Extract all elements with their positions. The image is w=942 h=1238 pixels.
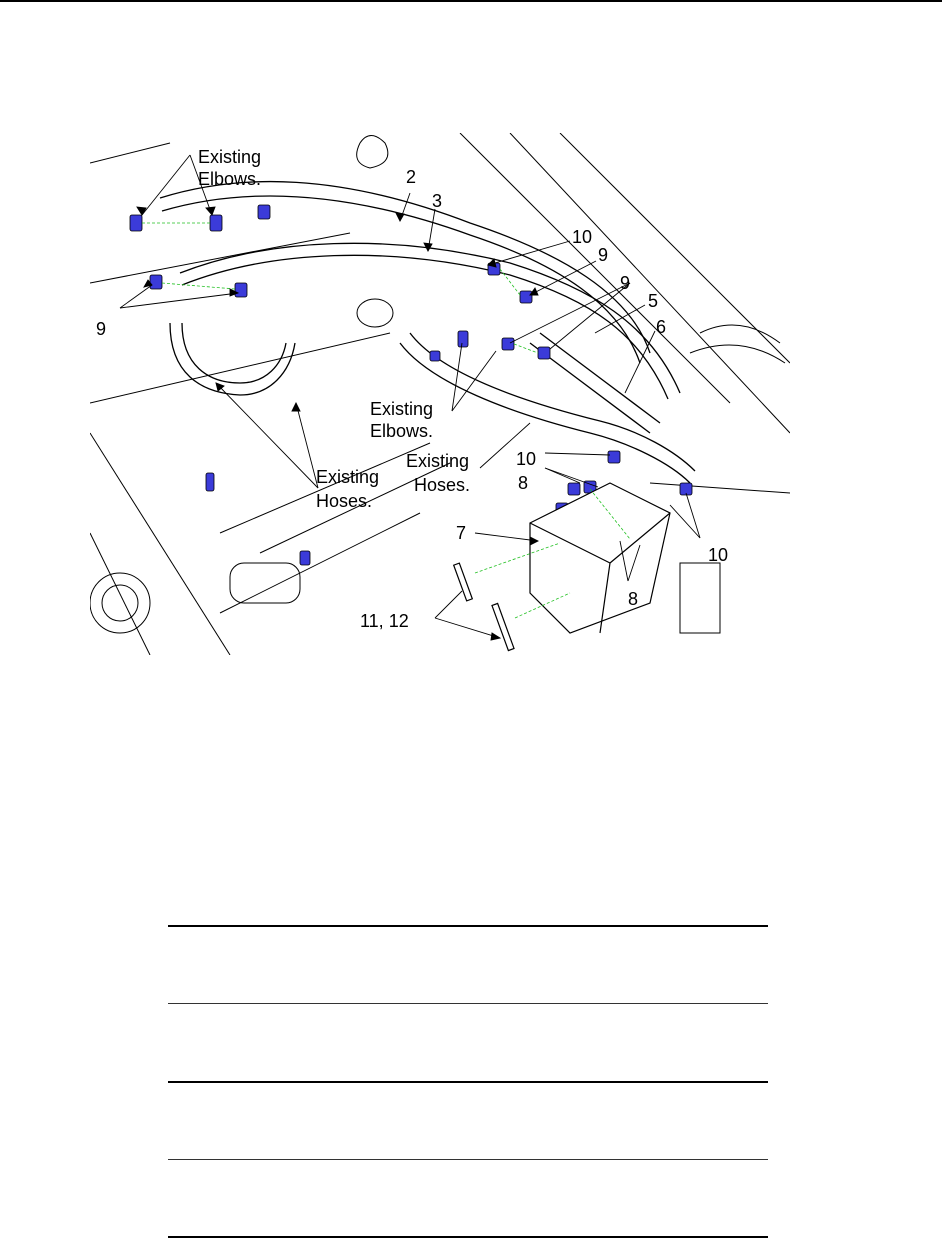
table-row-divider-3 — [168, 1159, 768, 1160]
label-existing-elbows-mid-2: Elbows. — [370, 421, 434, 441]
label-item-2: 2 — [406, 167, 417, 187]
label-item-8-top: 8 — [518, 473, 529, 493]
label-existing-hoses-left-2: Hoses. — [316, 491, 373, 511]
label-item-10-mid: 10 — [516, 449, 537, 469]
label-existing-hoses-left-1: Existing — [316, 467, 380, 487]
label-item-9-mid2: 9 — [620, 273, 631, 293]
hydraulic-assembly-figure — [90, 133, 790, 655]
label-existing-elbows-mid-1: Existing — [370, 399, 434, 419]
table-row-divider-2 — [168, 1081, 768, 1083]
manifold-block — [454, 483, 670, 651]
header-rule — [0, 0, 942, 2]
label-item-10-right: 10 — [708, 545, 729, 565]
label-item-6: 6 — [656, 317, 667, 337]
label-item-10-top: 10 — [572, 227, 593, 247]
label-item-3: 3 — [432, 191, 443, 211]
label-existing-elbows-top-2: Elbows. — [198, 169, 262, 189]
label-item-9-mid1: 9 — [598, 245, 609, 265]
label-item-5: 5 — [648, 291, 659, 311]
label-item-9-left: 9 — [96, 319, 107, 339]
label-existing-elbows-top-1: Existing — [198, 147, 262, 167]
assembly-drawing — [90, 133, 790, 655]
table-row-divider-1 — [168, 1003, 768, 1004]
frame-lines — [90, 133, 790, 655]
label-item-7: 7 — [456, 523, 467, 543]
label-existing-hoses-right-2: Hoses. — [414, 475, 471, 495]
label-item-8-bottom: 8 — [628, 589, 639, 609]
label-existing-hoses-right-1: Existing — [406, 451, 470, 471]
table-top-rule — [168, 925, 768, 927]
label-item-11-12: 11, 12 — [360, 611, 409, 631]
